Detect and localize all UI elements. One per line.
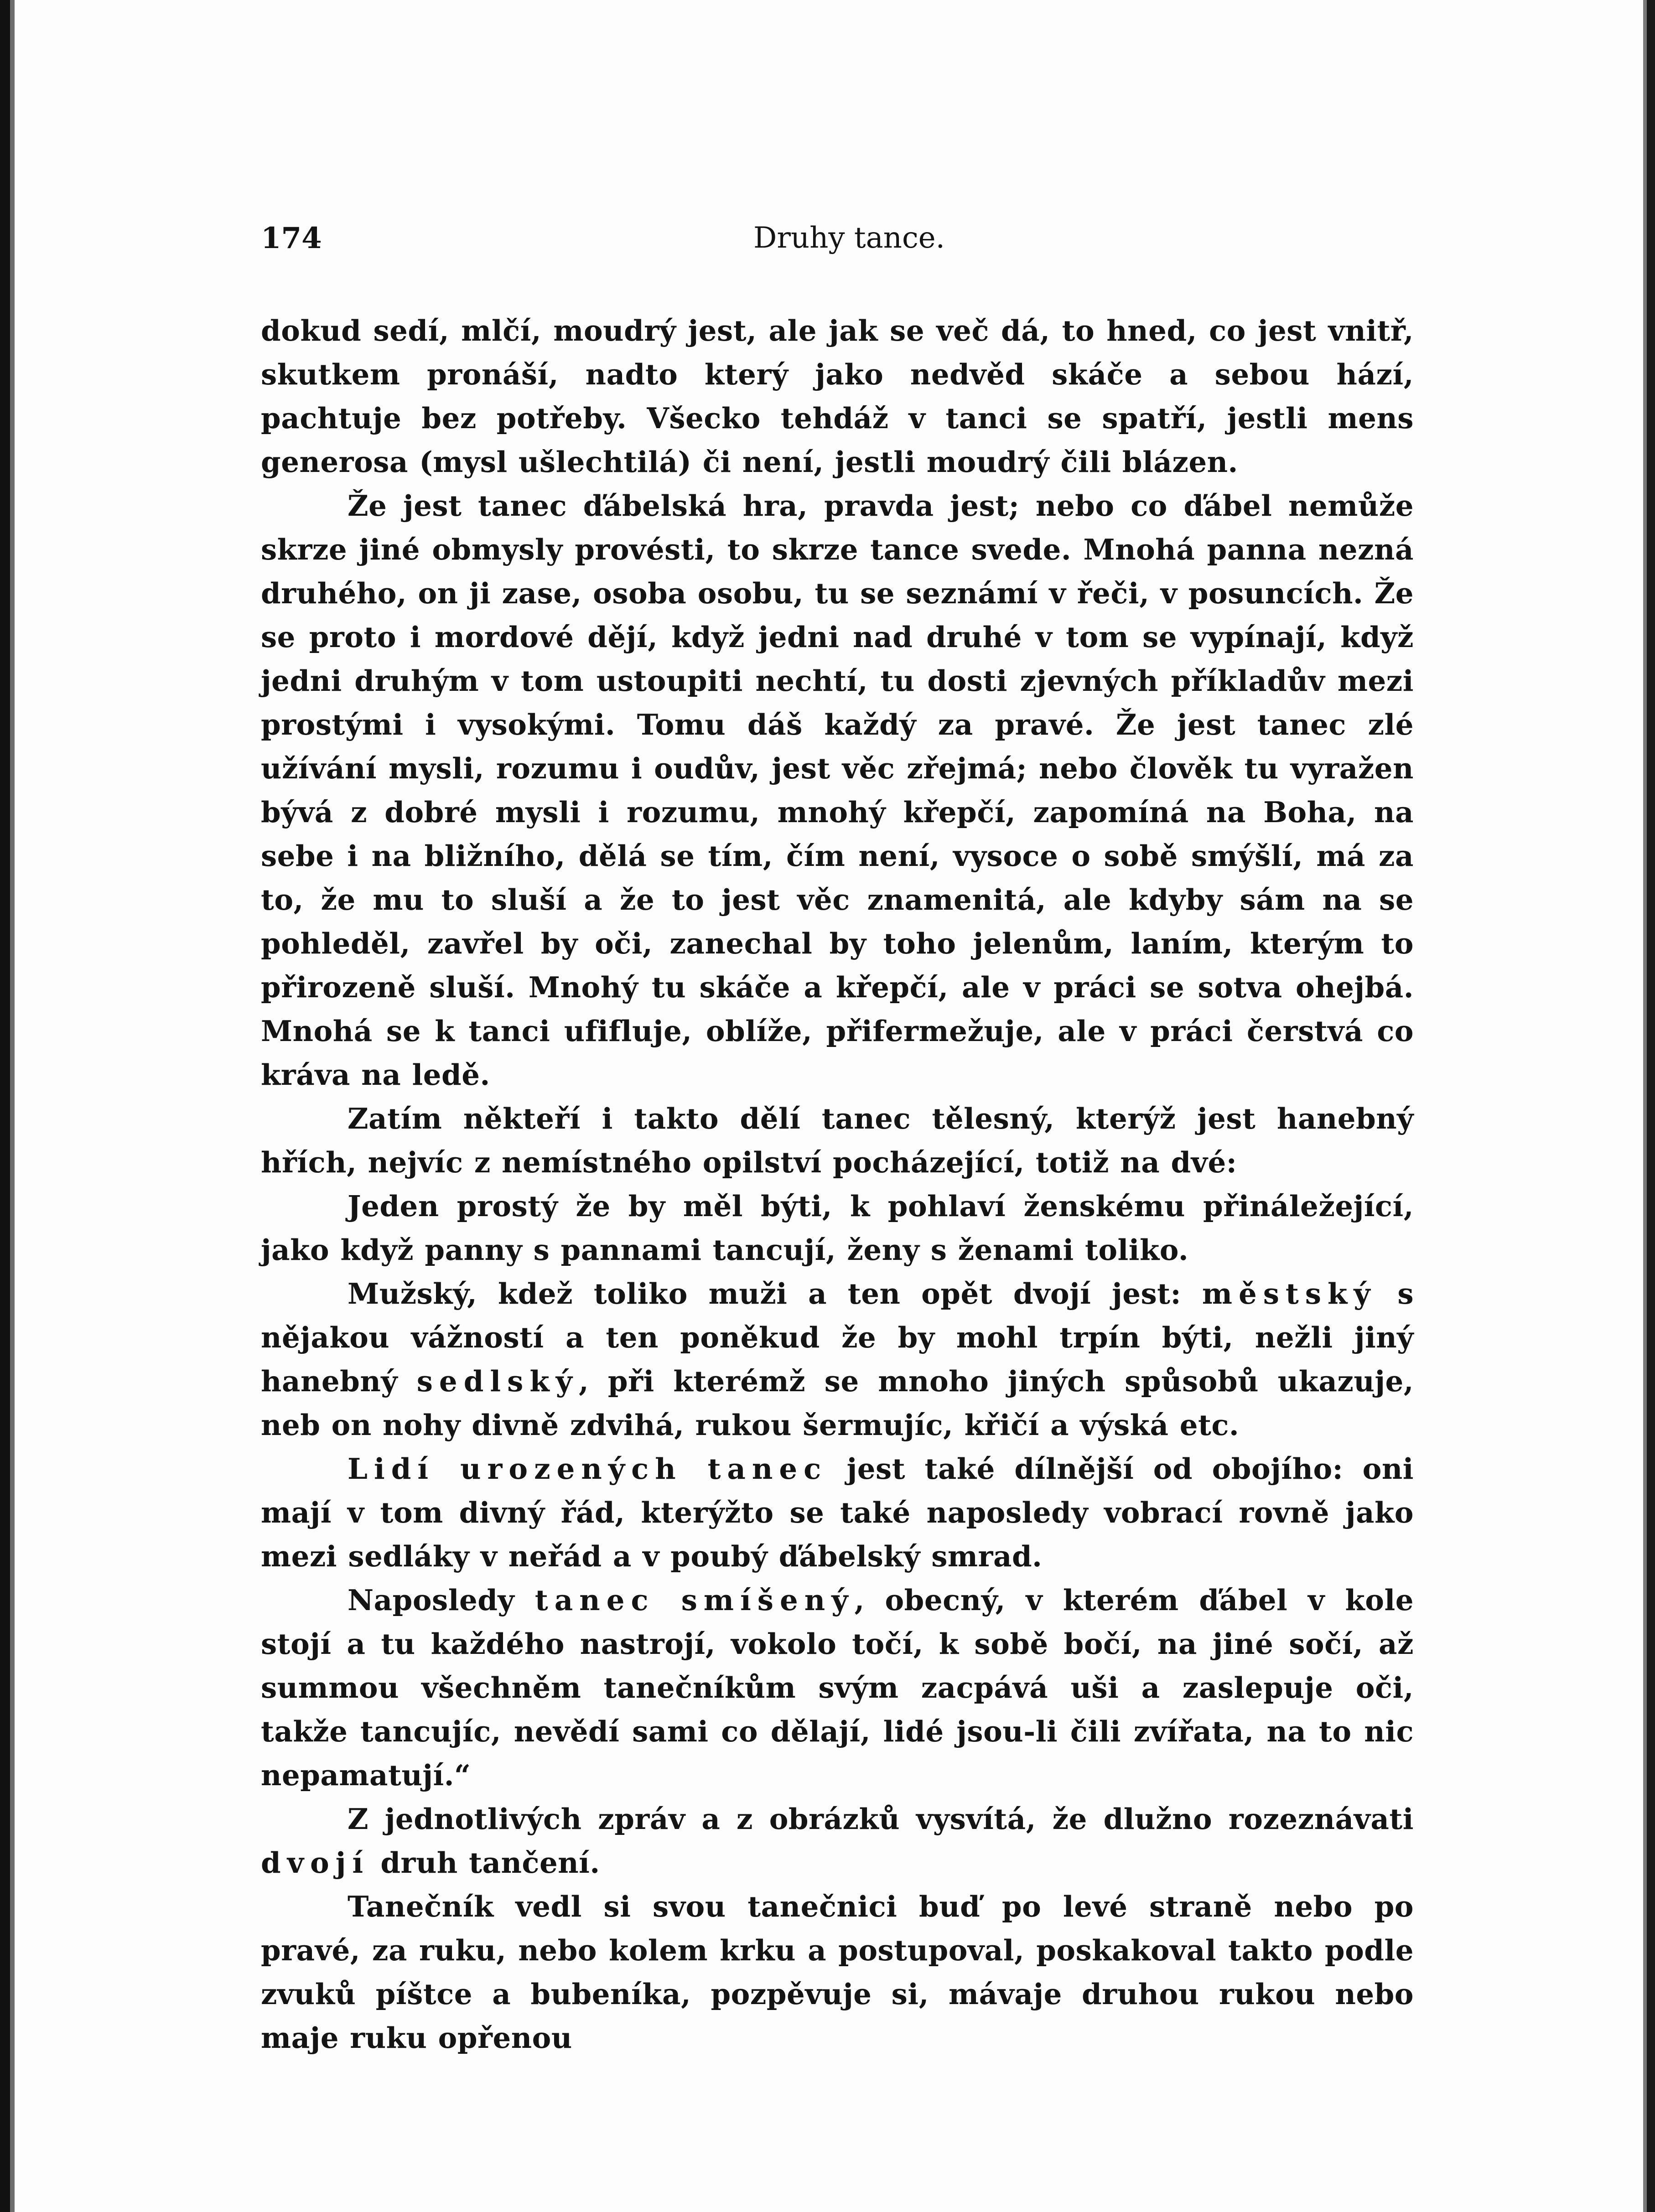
spaced-emphasis-text: dvojí bbox=[261, 1846, 370, 1880]
paragraph-text: Mužský, kdež toliko muži a ten opět dvojí jest: bbox=[348, 1277, 1202, 1311]
paragraph bbox=[261, 1578, 1414, 1797]
paragraph bbox=[261, 309, 1414, 484]
page-header bbox=[261, 207, 1414, 258]
paragraph-text: , obecný, v kterém ďábel v kole stojí a tu každého nastrojí, vokolo točí, k sobě bočí, na jiné sočí, až summou všechněm tanečníkům svým zacpává uši a zaslepuje oči, takže tancujíc, nevědí sami co dělají, lidé jsou-li čili zvířata, na to nic nepamatují.“ bbox=[261, 1583, 1414, 1792]
paragraph-text: Jeden prostý že by měl býti, k pohlaví ženskému přináležející, jako když panny s pannami tancují, ženy s ženami toliko. bbox=[261, 1189, 1414, 1267]
paragraph-text: Naposledy bbox=[348, 1583, 535, 1617]
scan-border-left bbox=[0, 0, 10, 2212]
paragraph bbox=[261, 1097, 1414, 1184]
paragraph-text: , při kterémž se mnoho jiných spůsobů ukazuje, neb on nohy divně zdvihá, rukou šermujíc, křičí a výská etc. bbox=[261, 1364, 1414, 1442]
paragraph-text: dokud sedí, mlčí, moudrý jest, ale jak se več dá, to hned, co jest vnitř, skutkem pronáší, nadto který jako nedvěd skáče a sebou hází, pachtuje bez potřeby. Všecko tehdáž v tanci se spatří, jestli mens generosa (mysl ušlechtilá) či není, jestli moudrý čili blázen. bbox=[261, 314, 1414, 479]
spaced-emphasis-text: Lidí urozených tanec bbox=[348, 1452, 828, 1486]
spaced-emphasis-text: sedlský bbox=[416, 1364, 579, 1398]
scan-border-right-shadow bbox=[1643, 0, 1647, 2212]
paragraph bbox=[261, 1184, 1414, 1272]
running-title: Druhy tance. bbox=[753, 221, 945, 255]
scan-border-right bbox=[1647, 0, 1655, 2212]
paragraph-text: s nějakou vážností a ten poněkud že by mohl trpín býti, nežli jiný hanebný bbox=[261, 1277, 1414, 1398]
spaced-emphasis-text: tanec smíšený bbox=[534, 1583, 855, 1617]
paragraph bbox=[261, 1885, 1414, 2060]
body-text bbox=[261, 309, 1414, 2060]
paragraph-text: Tanečník vedl si svou tanečnici buď po levé straně nebo po pravé, za ruku, nebo kolem krku a postupoval, poskakoval takto podle zvuků píštce a bubeníka, pozpěvuje si, mávaje druhou rukou nebo maje ruku opřenou bbox=[261, 1890, 1414, 2055]
page-content bbox=[261, 207, 1414, 2060]
paragraph-text: Zatím někteří i takto dělí tanec tělesný, kterýž jest hanebný hřích, nejvíc z nemístného opilství pocházející, totiž na dvé: bbox=[261, 1102, 1414, 1179]
paragraph bbox=[261, 1447, 1414, 1578]
spaced-emphasis-text: městský bbox=[1202, 1277, 1377, 1311]
page-number: 174 bbox=[261, 221, 322, 255]
paragraph-text: druh tančení. bbox=[369, 1846, 600, 1880]
paragraph bbox=[261, 1272, 1414, 1447]
paragraph-text: jest také dílnější od obojího: oni mají v tom divný řád, kterýžto se také naposledy vobrací rovně jako mezi sedláky v neřád a v poubý ďábelský smrad. bbox=[261, 1452, 1414, 1573]
paragraph bbox=[261, 484, 1414, 1097]
paragraph-text: Že jest tanec ďábelská hra, pravda jest; nebo co ďábel nemůže skrze jiné obmysly provésti, to skrze tance svede. Mnohá panna nezná druhého, on ji zase, osoba osobu, tu se seznámí v řeči, v posuncích. Že se proto i mordové dějí, když jedni nad druhé v tom se vypínají, když jedni druhým v tom ustoupiti nechtí, tu dosti zjevných příkladův mezi prostými i vysokými. Tomu dáš každý za pravé. Že jest tanec zlé užívání mysli, rozumu i oudův, jest věc zřejmá; nebo člověk tu vyražen bývá z dobré mysli i rozumu, mnohý křepčí, zapomíná na Boha, na sebe i na bližního, dělá se tím, čím není, vysoce o sobě smýšlí, má za to, že mu to sluší a že to jest věc znamenitá, ale kdyby sám na se pohleděl, zavřel by oči, zanechal by toho jelenům, laním, kterým to přirozeně sluší. Mnohý tu skáče a křepčí, ale v práci se sotva ohejbá. Mnohá se k tanci ufifluje, oblíže, přifermežuje, ale v práci čerstvá co kráva na ledě. bbox=[261, 489, 1414, 1092]
paragraph-text: Z jednotlivých zpráv a z obrázků vysvítá, že dlužno rozeznávati bbox=[348, 1802, 1414, 1836]
scan-border-left-shadow bbox=[10, 0, 15, 2212]
paragraph bbox=[261, 1797, 1414, 1885]
